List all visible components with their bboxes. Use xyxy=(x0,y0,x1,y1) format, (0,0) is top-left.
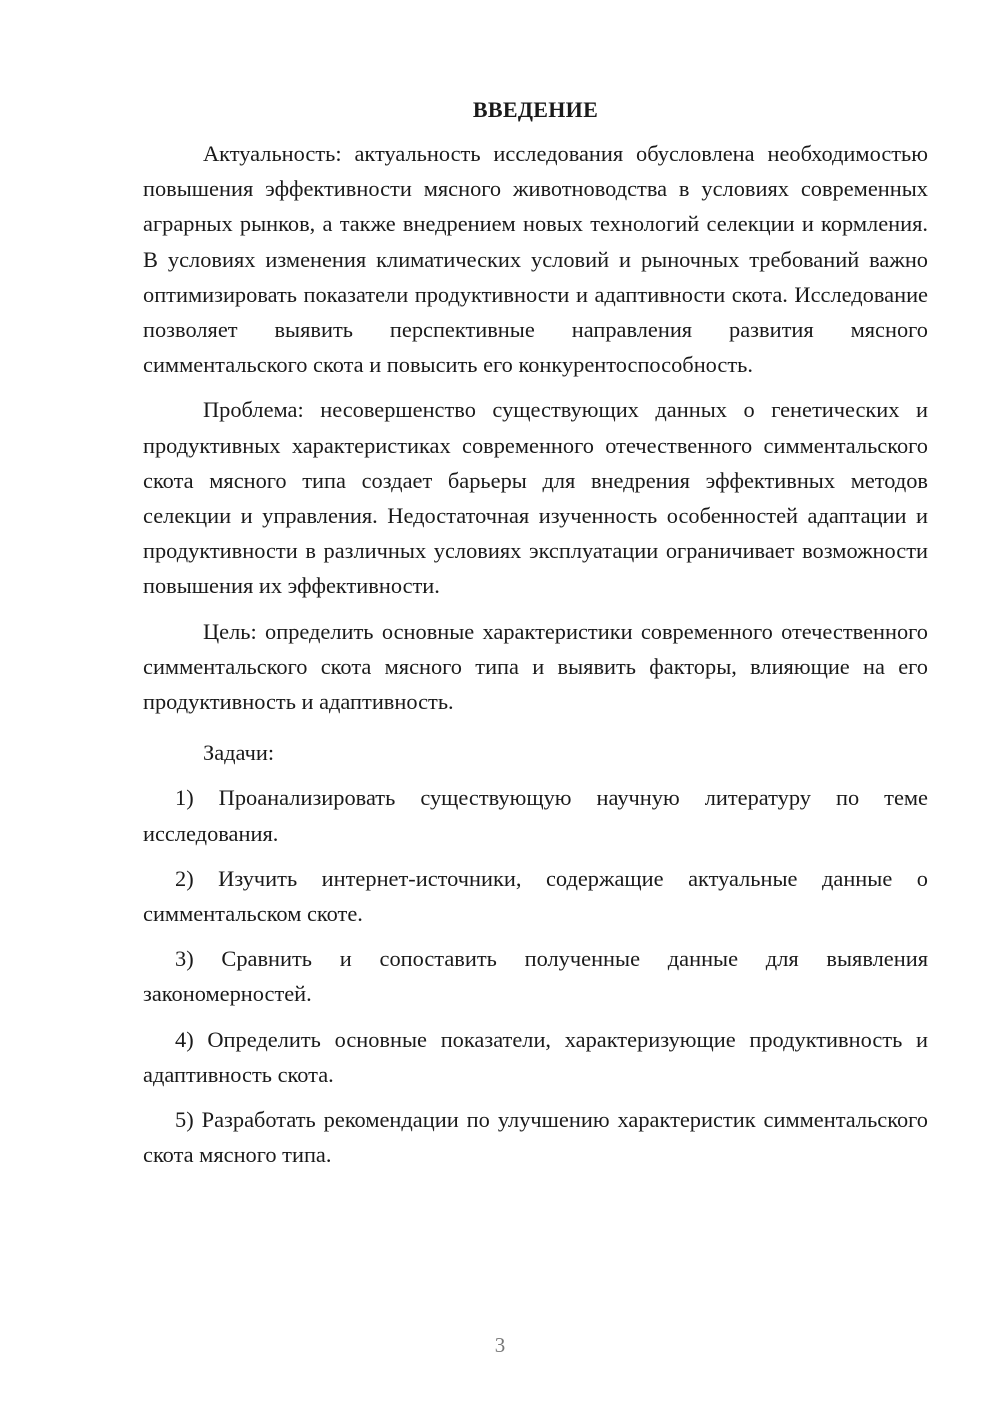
page-number: 3 xyxy=(494,1333,506,1357)
page-title: ВВЕДЕНИЕ xyxy=(472,97,599,122)
problem-paragraph: Проблема: несовершенство существующих данных о генетических и продуктивных характеристиках современного отечественного симментальского скота мясного типа создает барьеры для внедрения эффективных методов селекции и управления. Недостаточная изученность особенностей адаптации и продуктивности в различных условиях эксплуатации ограничивает возможности повышения их эффективности. xyxy=(143,397,928,599)
tasks-label: Задачи: xyxy=(203,740,275,766)
task-item: 4) Определить основные показатели, характеризующие продуктивность и адаптивность скота. xyxy=(143,1026,928,1087)
page-body xyxy=(143,90,928,1172)
task-item: 1) Проанализировать существующую научную литературу по теме исследования. xyxy=(143,785,928,846)
goal-paragraph: Цель: определить основные характеристики современного отечественного симментальского скота мясного типа и выявить факторы, влияющие на его продуктивность и адаптивность. xyxy=(143,618,928,715)
task-item: 3) Сравнить и сопоставить полученные данные для выявления закономерностей. xyxy=(143,946,928,1007)
relevance-paragraph: Актуальность: актуальность исследования обусловлена необходимостью повышения эффективности мясного животноводства в условиях современных аграрных рынков, а также внедрением новых технологий селекции и кормления. В условиях изменения климатических условий и рыночных требований важно оптимизировать показатели продуктивности и адаптивности скота. Исследование позволяет выявить перспективные направления развития мясного симментальского скота и повысить его конкурентоспособность. xyxy=(143,141,928,378)
tasks-list xyxy=(143,780,928,1172)
task-item: 2) Изучить интернет-источники, содержащие актуальные данные о симментальском скоте. xyxy=(143,865,928,927)
task-item: 5) Разработать рекомендации по улучшению характеристик симментальского скота мясного типа. xyxy=(143,1107,928,1168)
